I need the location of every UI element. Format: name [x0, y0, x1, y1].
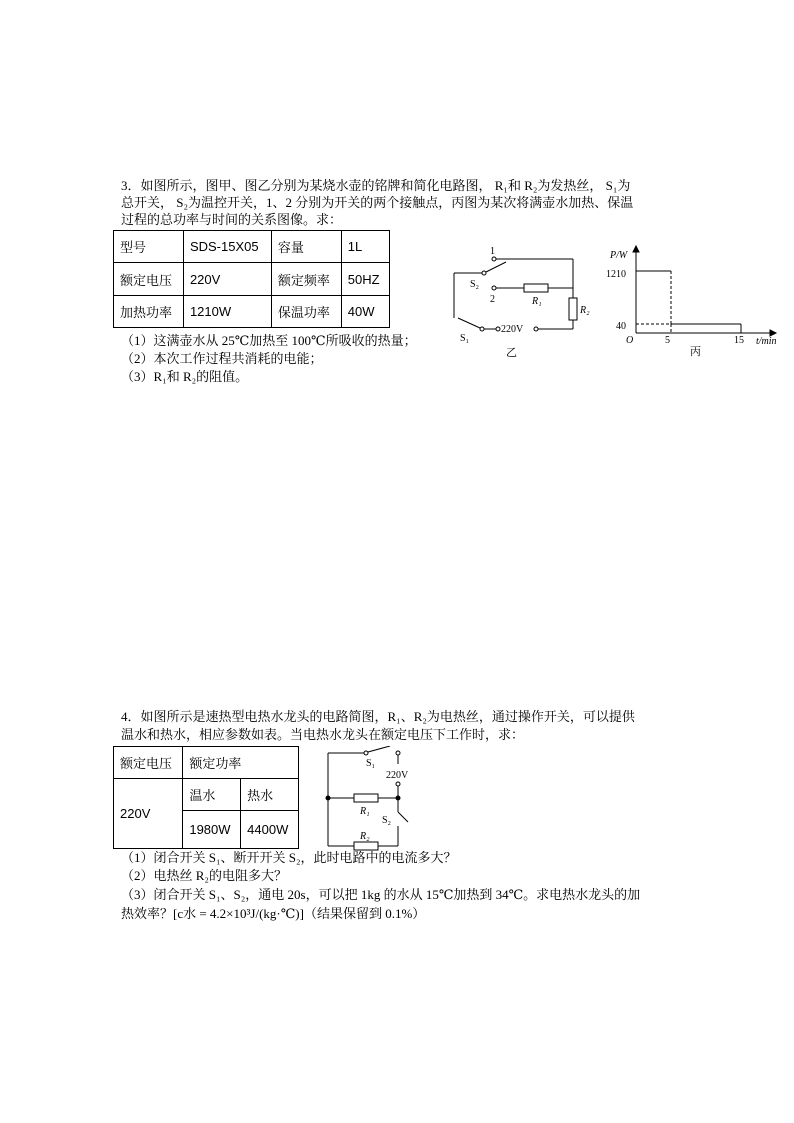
- q3-r2-label: R₂: [580, 305, 590, 316]
- q3-s1-label: S₁: [460, 333, 470, 344]
- graph-axes: [633, 246, 776, 336]
- q3-circuit-diagram: [440, 240, 600, 360]
- q3-cell: 额定频率: [271, 263, 341, 296]
- graph-xlabel: t/min: [756, 336, 777, 347]
- q4-voltage-label: 220V: [386, 770, 409, 781]
- q3-r1-label: R₁: [532, 296, 542, 307]
- q3-sub3: （3）R₁和 R₂的阻值。: [121, 369, 249, 384]
- q3-cell: 容量: [271, 231, 341, 263]
- q4-hot-power: 4400W: [241, 811, 299, 849]
- q3-cell: SDS-15X05: [183, 231, 271, 263]
- q4-sub2: （2）电热丝 R₂的电阻多大？: [121, 868, 287, 883]
- q4-header-power: 额定功率: [183, 747, 299, 779]
- q4-sub3: （3）闭合开关 S₁、S₂，通电 20s，可以把 1kg 的水从 15℃加热到 34℃。求电热水龙头的加: [121, 887, 641, 902]
- q4-s2-label: S₂: [382, 815, 392, 826]
- q4-sub1: （1）闭合开关 S₁、断开开关 S₂，此时电路中的电流多大？: [121, 850, 457, 865]
- q3-circuit-caption: 乙: [506, 347, 517, 359]
- q3-power-graph: [598, 238, 784, 360]
- graph-ylabel: P/W: [610, 250, 628, 261]
- q3-voltage-label: 220V: [501, 324, 524, 335]
- q4-spec-table: [113, 746, 299, 849]
- graph-caption: 丙: [690, 346, 701, 358]
- q4-voltage-value: 220V: [114, 779, 183, 849]
- q3-cell: 220V: [183, 263, 271, 296]
- graph-ytick-40: 40: [616, 321, 626, 332]
- q4-sub4: 热效率？[c水 = 4.2×10³J/(kg·℃)]（结果保留到 0.1%）: [121, 906, 426, 921]
- q3-text-line3: 过程的总功率与时间的关系图像。求：: [121, 212, 343, 227]
- q3-cell: 型号: [114, 231, 184, 263]
- graph-xtick-5: 5: [665, 335, 670, 346]
- q3-cell: 加热功率: [114, 296, 184, 328]
- q4-r2-label: R₂: [360, 831, 370, 842]
- q4-header-voltage: 额定电压: [114, 747, 183, 779]
- q3-cell: 50HZ: [341, 263, 389, 296]
- q4-hot-label: 热水: [241, 779, 299, 811]
- q3-sub1: （1）这满壶水从 25℃加热至 100℃所吸收的热量；: [121, 333, 417, 348]
- q3-cell: 1210W: [183, 296, 271, 328]
- q4-text-line1: 4．如图所示是速热型电热水龙头的电路简图，R₁、R₂为电热丝，通过操作开关，可以提供: [121, 709, 635, 724]
- q3-cell: 40W: [341, 296, 389, 328]
- q4-text-line2: 温水和热水，相应参数如表。当电热水龙头在额定电压下工作时，求：: [121, 727, 525, 742]
- graph-ytick-1210: 1210: [606, 269, 626, 280]
- q3-spec-table: [113, 230, 390, 328]
- q3-cell: 额定电压: [114, 263, 184, 296]
- q4-r1-label: R₁: [360, 806, 370, 817]
- q4-warm-label: 温水: [183, 779, 241, 811]
- q4-s1-label: S₁: [366, 758, 376, 769]
- q3-text-line2: 总开关， S₂为温控开关，1、2 分别为开关的两个接触点，丙图为某次将满壶水加热、保温: [121, 195, 634, 210]
- q3-cell: 保温功率: [271, 296, 341, 328]
- graph-xtick-15: 15: [734, 335, 744, 346]
- q3-text-line1: 3．如图所示，图甲、图乙分别为某烧水壶的铭牌和简化电路图， R₁和 R₂为发热丝， S₁为: [121, 178, 631, 193]
- graph-origin: O: [626, 335, 634, 346]
- q4-warm-power: 1980W: [183, 811, 241, 849]
- q4-circuit-diagram: [320, 746, 420, 856]
- q3-sub2: （2）本次工作过程共消耗的电能；: [121, 351, 323, 366]
- q3-contact1-label: 1: [490, 246, 495, 257]
- q3-contact2-label: 2: [490, 294, 495, 305]
- q3-s2-label: S₂: [470, 279, 480, 290]
- q3-cell: 1L: [341, 231, 389, 263]
